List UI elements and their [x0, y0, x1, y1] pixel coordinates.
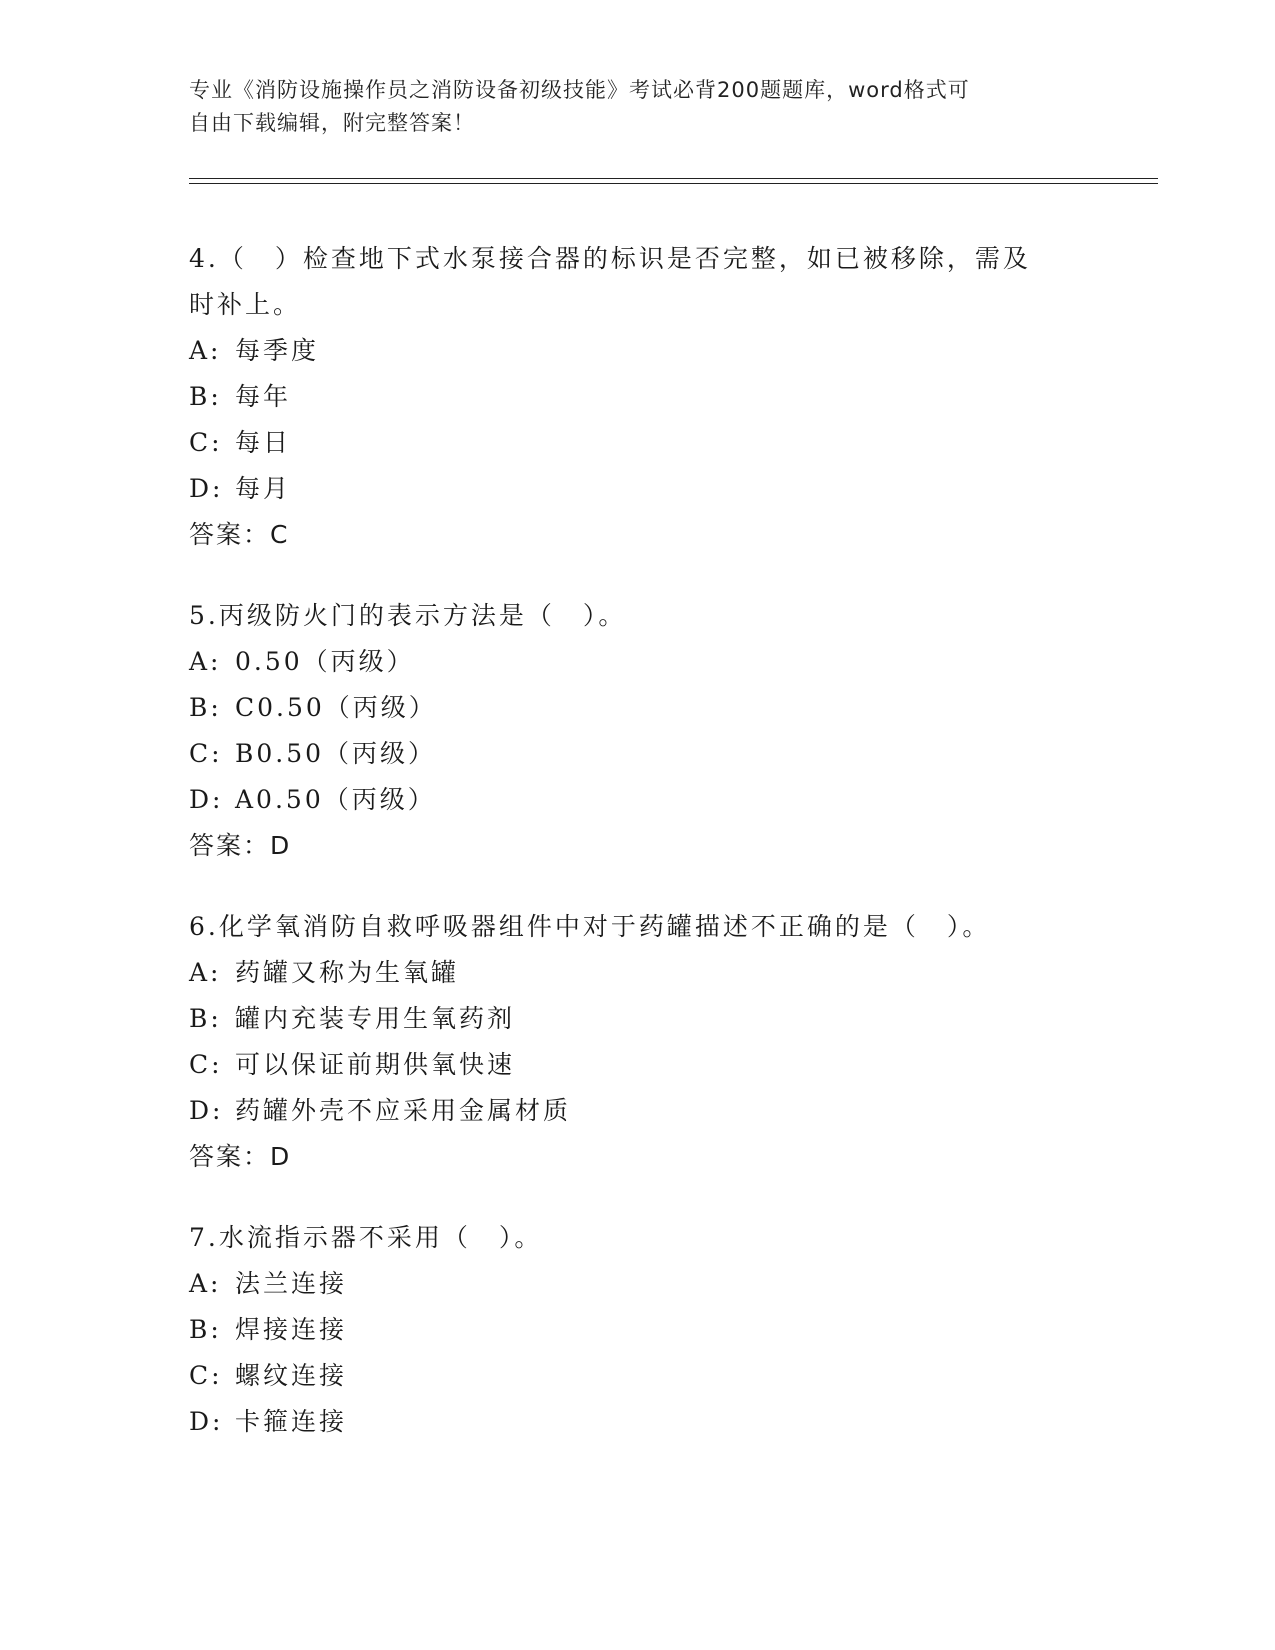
option-letter: D: [189, 474, 224, 503]
option-letter: A: [189, 336, 222, 365]
question-6 [189, 904, 1089, 1180]
option-letter: B: [189, 382, 222, 411]
option-letter: A: [189, 647, 222, 676]
option-letter: C: [189, 428, 223, 457]
option-text: A0.50（丙级） [235, 785, 436, 814]
option-text: 螺纹连接 [235, 1361, 348, 1390]
option-text: 0.50（丙级） [235, 647, 415, 676]
option-b [189, 1307, 1089, 1353]
option-d [189, 777, 1089, 823]
option-text: 法兰连接 [235, 1269, 348, 1298]
option-c [189, 731, 1089, 777]
option-text: 每季度 [235, 336, 320, 365]
document-header [189, 74, 1069, 140]
option-text: 药罐又称为生氧罐 [235, 958, 460, 987]
option-letter: D: [189, 1096, 224, 1125]
option-text: 可以保证前期供氧快速 [235, 1050, 516, 1079]
question-stem-line: 4.（ ）检查地下式水泵接合器的标识是否完整，如已被移除，需及 [189, 244, 1031, 273]
option-text: 罐内充装专用生氧药剂 [235, 1004, 516, 1033]
option-a [189, 950, 1089, 996]
option-text: 每年 [235, 382, 292, 411]
answer-line: 答案：D [189, 831, 292, 860]
option-a [189, 328, 1089, 374]
option-a [189, 639, 1089, 685]
answer-line: 答案：D [189, 1142, 292, 1171]
header-divider-top [189, 178, 1158, 179]
answer-line: 答案：C [189, 520, 290, 549]
option-letter: A: [189, 1269, 222, 1298]
option-letter: B: [189, 1004, 222, 1033]
option-d [189, 466, 1089, 512]
option-letter: C: [189, 739, 223, 768]
option-d [189, 1399, 1089, 1445]
question-5 [189, 593, 1089, 869]
question-stem: 7.水流指示器不采用（ ）。 [189, 1223, 543, 1252]
option-letter: D: [189, 1407, 224, 1436]
question-list [189, 236, 1089, 1480]
option-text: C0.50（丙级） [235, 693, 437, 722]
option-text: 每月 [235, 474, 292, 503]
option-d [189, 1088, 1089, 1134]
option-text: 焊接连接 [235, 1315, 348, 1344]
option-text: B0.50（丙级） [235, 739, 437, 768]
option-b [189, 374, 1089, 420]
option-text: 药罐外壳不应采用金属材质 [235, 1096, 572, 1125]
question-4 [189, 236, 1089, 558]
option-letter: C: [189, 1361, 223, 1390]
option-letter: A: [189, 958, 222, 987]
header-line-1: 专业《消防设施操作员之消防设备初级技能》考试必背200题题库，word格式可 [189, 78, 970, 102]
question-7 [189, 1215, 1089, 1445]
option-b [189, 685, 1089, 731]
option-letter: B: [189, 1315, 222, 1344]
question-stem-line: 时补上。 [189, 290, 302, 319]
option-text: 卡箍连接 [235, 1407, 348, 1436]
option-letter: D: [189, 785, 224, 814]
option-c [189, 420, 1089, 466]
question-stem: 5.丙级防火门的表示方法是（ ）。 [189, 601, 627, 630]
header-line-2: 自由下载编辑，附完整答案！ [189, 111, 475, 135]
option-b [189, 996, 1089, 1042]
question-stem [189, 236, 1089, 328]
option-text: 每日 [235, 428, 292, 457]
option-a [189, 1261, 1089, 1307]
option-c [189, 1353, 1089, 1399]
header-divider-bottom [189, 183, 1158, 184]
option-letter: B: [189, 693, 222, 722]
option-c [189, 1042, 1089, 1088]
option-letter: C: [189, 1050, 223, 1079]
question-stem: 6.化学氧消防自救呼吸器组件中对于药罐描述不正确的是（ ）。 [189, 912, 991, 941]
